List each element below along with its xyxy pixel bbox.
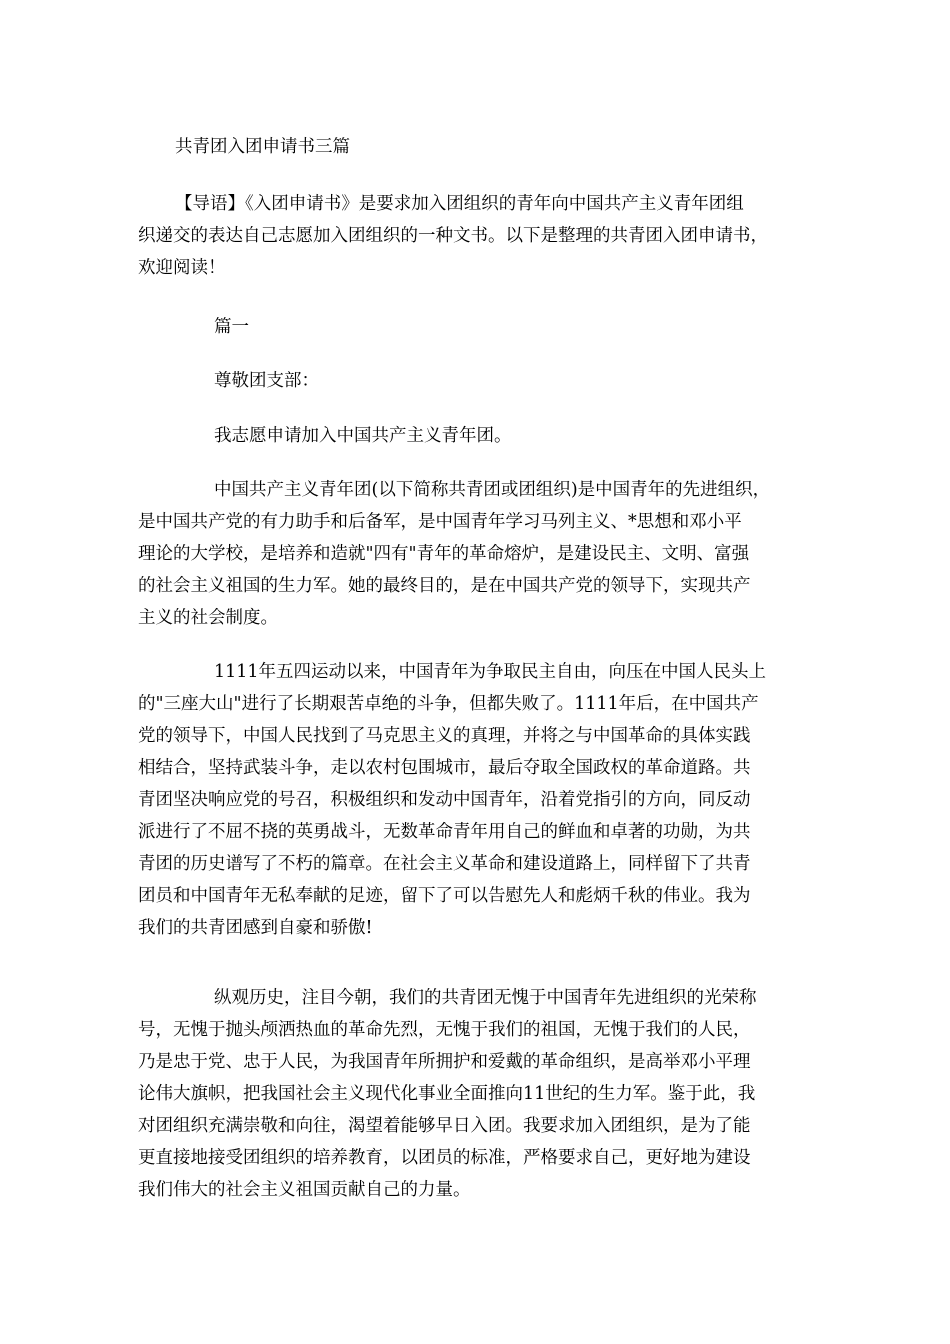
paragraph-line: 乃是忠于党、忠于人民，为我国青年所拥护和爱戴的革命组织，是高举邓小平理 xyxy=(138,1052,751,1072)
paragraph-line: 派进行了不屈不挠的英勇战斗，无数革命青年用自己的鲜血和卓著的功勋，为共 xyxy=(138,822,751,842)
paragraph-line: 的社会主义祖国的生力军。她的最终目的，是在中国共产党的领导下，实现共产 xyxy=(138,576,751,596)
paragraph-line: 中国共产主义青年团(以下简称共青团或团组织)是中国青年的先进组织， xyxy=(214,480,771,500)
paragraph-3 xyxy=(138,982,818,1206)
paragraph-line: 号，无愧于抛头颅洒热血的革命先烈，无愧于我们的祖国，无愧于我们的人民， xyxy=(138,1020,751,1040)
paragraph-2 xyxy=(138,656,818,944)
paragraph-line: 我们伟大的社会主义祖国贡献自己的力量。 xyxy=(138,1180,471,1200)
paragraph-line: 青团坚决响应党的号召，积极组织和发动中国青年，沿着党指引的方向，同反动 xyxy=(138,790,751,810)
application-statement: 我志愿申请加入中国共产主义青年团。 xyxy=(214,426,512,446)
paragraph-line: 党的领导下，中国人民找到了马克思主义的真理，并将之与中国革命的具体实践 xyxy=(138,726,751,746)
paragraph-line: 相结合，坚持武装斗争，走以农村包围城市，最后夺取全国政权的革命道路。共 xyxy=(138,758,751,778)
intro-line: 织递交的表达自己志愿加入团组织的一种文书。以下是整理的共青团入团申请书， xyxy=(138,226,768,246)
intro-line: 【导语】《入团申请书》是要求加入团组织的青年向中国共产主义青年团组 xyxy=(175,194,744,214)
salutation: 尊敬团支部： xyxy=(214,371,319,391)
paragraph-line: 主义的社会制度。 xyxy=(138,608,278,628)
paragraph-1 xyxy=(138,474,818,634)
paragraph-line: 团员和中国青年无私奉献的足迹，留下了可以告慰先人和彪炳千秋的伟业。我为 xyxy=(138,886,751,906)
intro-line: 欢迎阅读！ xyxy=(138,258,226,278)
document-title: 共青团入团申请书三篇 xyxy=(175,137,350,157)
paragraph-line: 的"三座大山"进行了长期艰苦卓绝的斗争，但都失败了。1111年后，在中国共产 xyxy=(138,694,759,714)
intro-paragraph xyxy=(138,188,818,284)
paragraph-line: 对团组织充满崇敬和向往，渴望着能够早日入团。我要求加入团组织，是为了能 xyxy=(138,1116,751,1136)
section-heading: 篇一 xyxy=(214,317,249,337)
paragraph-line: 青团的历史谱写了不朽的篇章。在社会主义革命和建设道路上，同样留下了共青 xyxy=(138,854,751,874)
paragraph-line: 论伟大旗帜，把我国社会主义现代化事业全面推向11世纪的生力军。鉴于此，我 xyxy=(138,1084,756,1104)
paragraph-line: 理论的大学校，是培养和造就"四有"青年的革命熔炉，是建设民主、文明、富强 xyxy=(138,544,750,564)
paragraph-line: 我们的共青团感到自豪和骄傲! xyxy=(138,918,373,938)
paragraph-line: 纵观历史，注目今朝，我们的共青团无愧于中国青年先进组织的光荣称 xyxy=(214,988,757,1008)
paragraph-line: 1111年五四运动以来，中国青年为争取民主自由，向压在中国人民头上 xyxy=(214,662,767,682)
paragraph-line: 更直接地接受团组织的培养教育，以团员的标准，严格要求自己，更好地为建设 xyxy=(138,1148,751,1168)
paragraph-line: 是中国共产党的有力助手和后备军，是中国青年学习马列主义、*思想和邓小平 xyxy=(138,512,742,532)
